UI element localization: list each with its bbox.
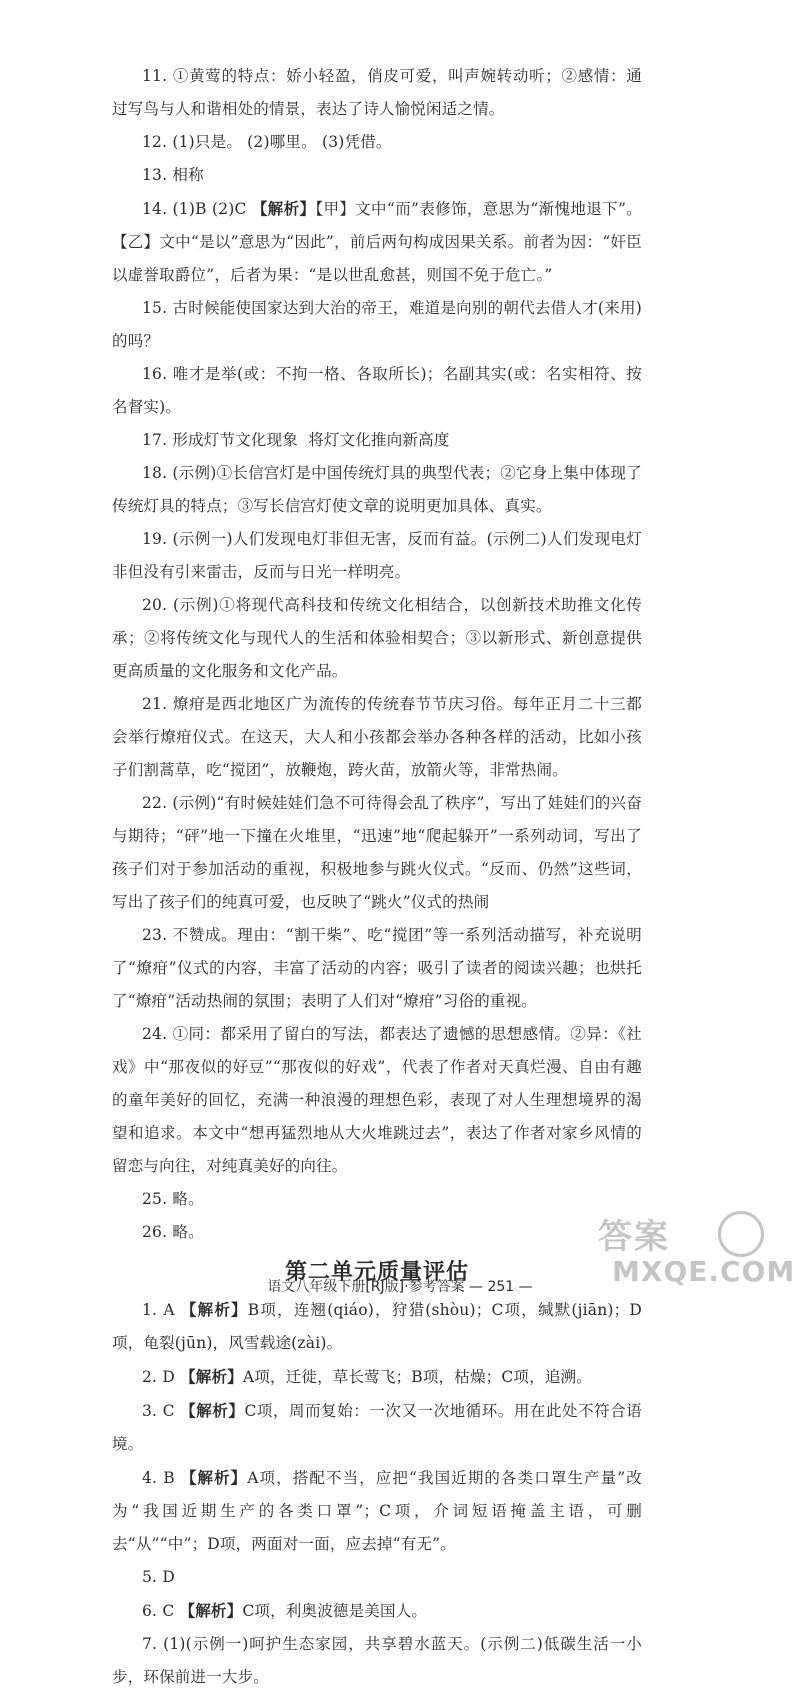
answer-24: 24. ①同：都采用了留白的写法，都表达了遗憾的思想感情。②异：《社戏》中“那夜似的好豆”“那夜似的好戏”，代表了作者对天真烂漫、自由有趣的童年美好的回忆，充满一种浪漫的理想色彩，表现了对人生理想境界的渴望和追求。本文中“想再猛烈地从大火堆跳过去”，表达了作者对家乡风情的留恋与向往，对纯真美好的向往。 [112,1025,642,1175]
answer-20: 20. (示例)①将现代高科技和传统文化相结合，以创新技术助推文化传承；②将传统文化与现代人的生活和体验相契合；③以新形式、新创意提供更高质量的文化服务和文化产品。 [112,596,642,680]
answer-16: 16. 唯才是举(或：不拘一格、各取所长)；名副其实(或：名实相符、按名督实)。 [112,365,642,416]
section-title: 第二单元质量评估 [284,1260,469,1285]
watermark-circle-icon [718,1211,764,1257]
analysis-tag: 【解析】 [180,1468,248,1487]
answer-18: 18. (示例)①长信宫灯是中国传统灯具的典型代表；②它身上集中体现了传统灯具的特点；③写长信宫灯使文章的说明更加具体、真实。 [112,464,642,515]
answer-14: 14. (1)B (2)C 【解析】【甲】文中“而”表修饰，意思为“渐愧地退下”。【乙】文中“是以”意思为“因此”，前后两句构成因果关系。前者为因：“奸臣以虚誉取爵位”，后者为果：“是以世乱愈甚，则国不免于危亡。” [112,199,642,284]
analysis-tag: 【解析】 [179,1601,243,1620]
unit2-answer-6: 6. C 【解析】C项，利奥波德是美国人。 [142,1601,428,1620]
answer-11: 11. ①黄莺的特点：娇小轻盈，俏皮可爱，叫声婉转动听；②感情：通过写鸟与人和谐相处的情景，表达了诗人愉悦闲适之情。 [112,67,642,118]
answer-22: 22. (示例)“有时候娃娃们急不可待得会乱了秩序”，写出了娃娃们的兴奋与期待；“砰”地一下撞在火堆里，“迅速”地“爬起躲开”一系列动词，写出了孩子们对于参加活动的重视，积极地参与跳火仪式。“反而、仍然”这些词，写出了孩子们的纯真可爱，也反映了“跳火”仪式的热闹 [112,794,642,911]
unit2-answer-5: 5. D [142,1568,175,1586]
unit2-answer-3: 3. C 【解析】C项，周而复始：一次又一次地循环。用在此处不符合语境。 [112,1401,642,1453]
answer-15: 15. 古时候能使国家达到大治的帝王，难道是向别的朝代去借人才(来用)的吗？ [112,299,642,350]
unit2-answer-4: 4. B 【解析】A项，搭配不当，应把“我国近期的各类口罩生产量”改为“我国近期生产的各类口罩”；C项，介词短语掩盖主语，可删去“从”“中”；D项，两面对一面，应去掉“有无”。 [112,1468,642,1553]
watermark-logo [576,1209,796,1301]
answer-21: 21. 燎疳是西北地区广为流传的传统春节节庆习俗。每年正月二十三都会举行燎疳仪式。在这天，大人和小孩都会举办各种各样的活动，比如小孩子们割蒿草，吃“搅团”，放鞭炮，跨火苗，放箭火等，非常热闹。 [112,695,642,779]
watermark-en: MXQE.COM [612,1255,796,1288]
answer-12: 12. (1)只是。 (2)哪里。 (3)凭借。 [142,133,392,151]
answer-23: 23. 不赞成。理由：“割干柴”、吃“搅团”等一系列活动描写，补充说明了“燎疳”仪式的内容，丰富了活动的内容；吸引了读者的阅读兴趣；也烘托了“燎疳”活动热闹的氛围；表明了人们对“燎疳”习俗的重视。 [112,926,642,1010]
answer-content [112,60,642,1694]
answer-13: 13. 相称 [142,166,204,184]
analysis-tag: 【解析】 [251,199,316,218]
answer-26: 26. 略。 [142,1223,204,1241]
analysis-tag: 【解析】 [180,1401,245,1420]
unit2-answer-7: 7. (1)(示例一)呵护生态家园，共享碧水蓝天。(示例二)低碳生活一小步，环保前进一大步。 [112,1635,642,1686]
analysis-tag: 【解析】 [180,1300,248,1319]
analysis-tag: 【解析】 [180,1367,243,1386]
answer-17: 17. 形成灯节文化现象 将灯文化推向新高度 [142,431,450,449]
answer-25: 25. 略。 [142,1190,204,1208]
page-footer: 语文八年级下册[RJ版]·参考答案 — 251 — [267,1279,533,1295]
answer-19: 19. (示例一)人们发现电灯非但无害，反而有益。(示例二)人们发现电灯非但没有引来雷击，反而与日光一样明亮。 [112,530,642,581]
unit2-answer-2: 2. D 【解析】A项，迁徙，草长莺飞；B项，枯燥；C项，追溯。 [142,1367,592,1386]
unit2-answer-1: 1. A 【解析】B项，连翘(qiáo)，狩猎(shòu)；C项，缄默(jiān)；D项，龟裂(jūn)，风雪载途(zài)。 [112,1300,643,1352]
watermark-cn: 答案 [598,1217,670,1257]
